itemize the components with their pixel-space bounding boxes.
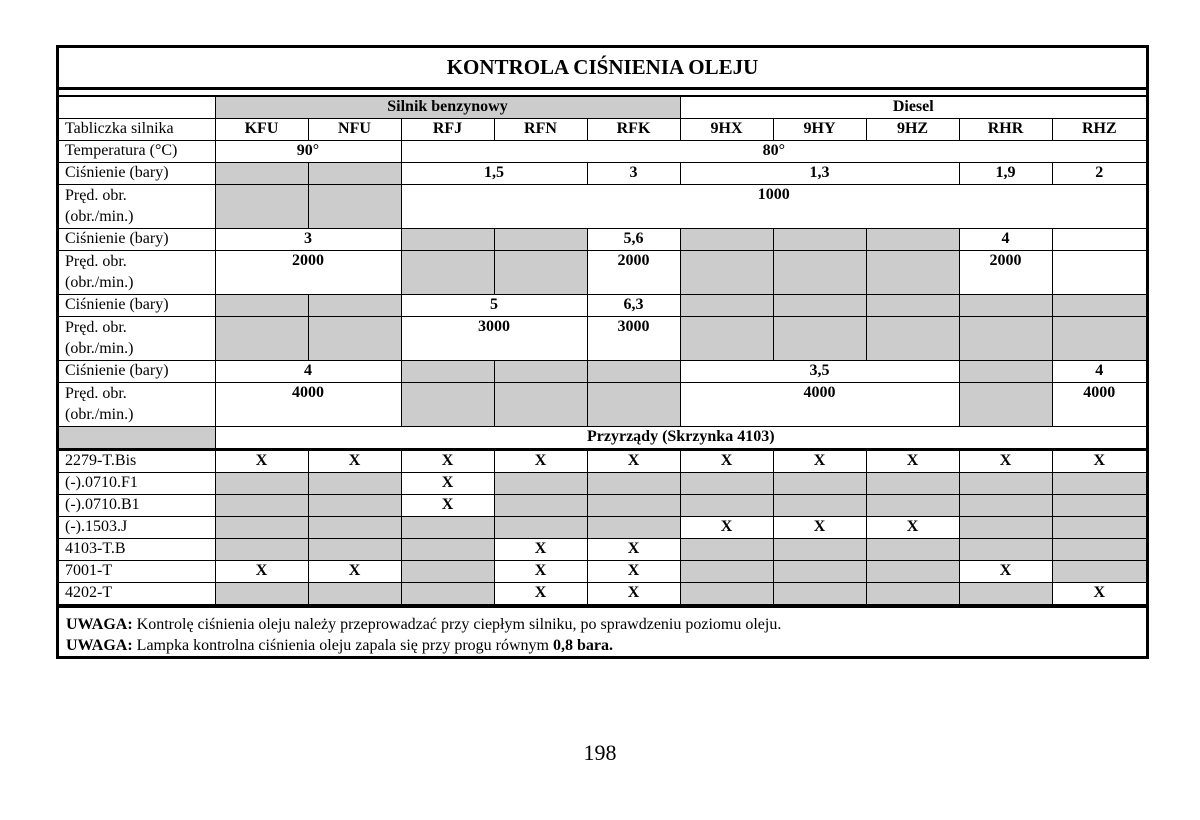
na-cell: [494, 473, 587, 495]
na-cell: [215, 317, 308, 361]
notes-section: [59, 605, 1146, 656]
tool-mark: X: [494, 561, 587, 583]
speed-label-line1: Pręd. obr.: [65, 385, 127, 402]
na-cell: [959, 583, 1052, 605]
value-cell: 5,6: [587, 229, 680, 251]
tool-name: (-).0710.F1: [59, 473, 215, 495]
na-cell: [959, 383, 1052, 427]
na-cell: [215, 163, 308, 185]
na-cell: [680, 295, 773, 317]
na-cell: [587, 383, 680, 427]
value-cell: 2000: [959, 251, 1052, 295]
na-cell: [680, 583, 773, 605]
page-number: 198: [583, 740, 617, 765]
na-cell: [308, 539, 401, 561]
engine-rfk: RFK: [587, 119, 680, 141]
na-cell: [494, 361, 587, 383]
tool-mark: X: [866, 517, 959, 539]
tool-name: (-).0710.B1: [59, 495, 215, 517]
tool-row: [59, 473, 1146, 495]
tool-mark: X: [680, 517, 773, 539]
na-cell: [680, 473, 773, 495]
tool-mark: X: [587, 583, 680, 605]
temperature-row: [59, 141, 1146, 163]
pressure-row-2: [59, 229, 1146, 251]
na-cell: [401, 583, 494, 605]
na-cell: [1052, 517, 1146, 539]
na-cell: [401, 229, 494, 251]
na-cell: [401, 517, 494, 539]
speed-label-line2: (obr./min.): [65, 208, 134, 225]
tools-header-row: [59, 427, 1146, 450]
value-cell: 4000: [215, 383, 401, 427]
value-cell: 4000: [680, 383, 959, 427]
na-cell: [866, 539, 959, 561]
speed-label-line2: (obr./min.): [65, 340, 134, 357]
na-cell: [401, 561, 494, 583]
tool-mark: X: [1052, 450, 1146, 473]
speed-label-line1: Pręd. obr.: [65, 253, 127, 270]
na-cell: [494, 251, 587, 295]
tool-mark: X: [959, 561, 1052, 583]
tool-name: 4103-T.B: [59, 539, 215, 561]
tool-name: 7001-T: [59, 561, 215, 583]
value-cell: 6,3: [587, 295, 680, 317]
na-cell: [401, 251, 494, 295]
na-cell: [680, 251, 773, 295]
na-cell: [773, 539, 866, 561]
tool-row: [59, 517, 1146, 539]
oil-pressure-table-frame: [56, 45, 1149, 659]
tools-header: Przyrządy (Skrzynka 4103): [215, 427, 1146, 450]
na-cell: [494, 229, 587, 251]
group-petrol: Silnik benzynowy: [215, 97, 680, 119]
speed-label-line1: Pręd. obr.: [65, 319, 127, 336]
speed-row-3: [59, 317, 1146, 361]
engine-plate-row: [59, 119, 1146, 141]
value-cell: 3000: [401, 317, 587, 361]
na-cell: [866, 561, 959, 583]
note-1: [66, 614, 1146, 635]
engine-kfu: KFU: [215, 119, 308, 141]
tool-mark: X: [866, 450, 959, 473]
tool-mark: X: [215, 450, 308, 473]
na-cell: [401, 361, 494, 383]
tool-mark: X: [494, 583, 587, 605]
na-cell: [1052, 473, 1146, 495]
na-cell: [308, 185, 401, 229]
na-cell: [308, 163, 401, 185]
group-diesel: Diesel: [680, 97, 1146, 119]
value-cell: 1,5: [401, 163, 587, 185]
tool-name: 2279-T.Bis: [59, 450, 215, 473]
temp-petrol-value: 90°: [215, 141, 401, 163]
note-2-threshold: 0,8 bara.: [552, 637, 613, 654]
value-cell: 2000: [587, 251, 680, 295]
tool-mark: X: [773, 517, 866, 539]
na-cell: [1052, 317, 1146, 361]
na-cell: [215, 473, 308, 495]
title-spacer: [59, 90, 1146, 97]
pressure-row-3: [59, 295, 1146, 317]
value-cell: 3: [215, 229, 401, 251]
na-cell: [959, 517, 1052, 539]
na-cell: [494, 495, 587, 517]
na-cell: [773, 251, 866, 295]
na-cell: [308, 295, 401, 317]
na-cell: [1052, 561, 1146, 583]
pressure-row-4: [59, 361, 1146, 383]
na-cell: [587, 473, 680, 495]
tool-row: [59, 495, 1146, 517]
value-cell: 2: [1052, 163, 1146, 185]
tool-mark: X: [587, 450, 680, 473]
na-cell: [308, 517, 401, 539]
na-cell: [959, 295, 1052, 317]
value-cell: 3000: [587, 317, 680, 361]
engine-rhz: RHZ: [1052, 119, 1146, 141]
pressure-row-1: [59, 163, 1146, 185]
row-label-engine-plate: Tabliczka silnika: [59, 119, 215, 141]
na-cell: [866, 583, 959, 605]
row-label-speed: [59, 251, 215, 295]
row-label-speed: [59, 317, 215, 361]
na-cell: [773, 583, 866, 605]
na-cell: [1052, 295, 1146, 317]
tool-mark: X: [215, 561, 308, 583]
tool-row: [59, 583, 1146, 605]
na-cell: [959, 317, 1052, 361]
engine-rfn: RFN: [494, 119, 587, 141]
empty-cell: [1052, 251, 1146, 295]
tool-mark: X: [587, 539, 680, 561]
tool-row: [59, 561, 1146, 583]
na-cell: [587, 361, 680, 383]
na-cell: [866, 317, 959, 361]
value-cell: 1000: [401, 185, 1146, 229]
tool-mark: X: [959, 450, 1052, 473]
oil-pressure-table: [59, 97, 1146, 605]
tool-mark: X: [494, 450, 587, 473]
na-cell: [959, 361, 1052, 383]
value-cell: 4: [1052, 361, 1146, 383]
speed-row-2: [59, 251, 1146, 295]
note-1-label: UWAGA:: [66, 616, 133, 633]
engine-9hy: 9HY: [773, 119, 866, 141]
value-cell: 5: [401, 295, 587, 317]
na-cell: [215, 583, 308, 605]
value-cell: 4000: [1052, 383, 1146, 427]
na-cell: [308, 583, 401, 605]
na-cell: [680, 539, 773, 561]
empty-corner-cell: [59, 97, 215, 119]
na-cell: [959, 495, 1052, 517]
note-2-text: Lampka kontrolna ciśnienia oleju zapala się przy progu równym: [136, 637, 549, 654]
tool-mark: X: [401, 473, 494, 495]
engine-9hx: 9HX: [680, 119, 773, 141]
row-label-pressure: Ciśnienie (bary): [59, 163, 215, 185]
na-cell: [773, 473, 866, 495]
tool-mark: X: [308, 561, 401, 583]
value-cell: 1,9: [959, 163, 1052, 185]
speed-row-4: [59, 383, 1146, 427]
na-cell: [773, 229, 866, 251]
na-cell: [959, 473, 1052, 495]
na-cell: [866, 495, 959, 517]
tool-mark: X: [680, 450, 773, 473]
speed-row-1: [59, 185, 1146, 229]
na-cell: [215, 539, 308, 561]
value-cell: 2000: [215, 251, 401, 295]
tool-mark: X: [401, 450, 494, 473]
na-cell: [587, 517, 680, 539]
group-header-row: [59, 97, 1146, 119]
speed-label-line2: (obr./min.): [65, 406, 134, 423]
na-cell: [494, 383, 587, 427]
na-cell: [773, 295, 866, 317]
na-cell: [401, 539, 494, 561]
na-cell: [773, 561, 866, 583]
na-cell: [587, 495, 680, 517]
tool-row: [59, 539, 1146, 561]
na-cell: [866, 295, 959, 317]
row-label-speed: [59, 185, 215, 229]
speed-label-line1: Pręd. obr.: [65, 187, 127, 204]
tool-mark: X: [1052, 583, 1146, 605]
row-label-pressure: Ciśnienie (bary): [59, 361, 215, 383]
note-2-label: UWAGA:: [66, 637, 133, 654]
tool-mark: X: [587, 561, 680, 583]
engine-rhr: RHR: [959, 119, 1052, 141]
value-cell: 3,5: [680, 361, 959, 383]
value-cell: 3: [587, 163, 680, 185]
na-cell: [308, 473, 401, 495]
na-cell: [866, 229, 959, 251]
row-label-temperature: Temperatura (°C): [59, 141, 215, 163]
na-cell: [866, 251, 959, 295]
na-cell: [215, 495, 308, 517]
na-cell: [308, 317, 401, 361]
engine-nfu: NFU: [308, 119, 401, 141]
na-cell: [773, 317, 866, 361]
temp-rest-value: 80°: [401, 141, 1146, 163]
na-cell: [494, 517, 587, 539]
tool-mark: X: [308, 450, 401, 473]
tool-name: 4202-T: [59, 583, 215, 605]
tool-mark: X: [401, 495, 494, 517]
na-cell: [959, 539, 1052, 561]
na-cell: [680, 495, 773, 517]
na-cell: [1052, 495, 1146, 517]
na-cell: [866, 473, 959, 495]
row-label-pressure: Ciśnienie (bary): [59, 229, 215, 251]
engine-rfj: RFJ: [401, 119, 494, 141]
na-cell: [680, 561, 773, 583]
note-1-text: Kontrolę ciśnienia oleju należy przeprowadzać przy ciepłym silniku, po sprawdzeniu poziomu oleju.: [136, 616, 782, 633]
empty-cell: [1052, 229, 1146, 251]
na-cell: [215, 185, 308, 229]
tools-header-corner: [59, 427, 215, 450]
value-cell: 1,3: [680, 163, 959, 185]
na-cell: [680, 229, 773, 251]
speed-label-line2: (obr./min.): [65, 274, 134, 291]
value-cell: 4: [959, 229, 1052, 251]
row-label-pressure: Ciśnienie (bary): [59, 295, 215, 317]
na-cell: [215, 517, 308, 539]
tool-name: (-).1503.J: [59, 517, 215, 539]
tool-mark: X: [494, 539, 587, 561]
na-cell: [1052, 539, 1146, 561]
na-cell: [215, 295, 308, 317]
na-cell: [773, 495, 866, 517]
tool-row: [59, 450, 1146, 473]
note-2: [66, 635, 1146, 656]
na-cell: [401, 383, 494, 427]
table-title: KONTROLA CIŚNIENIA OLEJU: [59, 48, 1146, 90]
na-cell: [680, 317, 773, 361]
engine-9hz: 9HZ: [866, 119, 959, 141]
value-cell: 4: [215, 361, 401, 383]
tool-mark: X: [773, 450, 866, 473]
row-label-speed: [59, 383, 215, 427]
na-cell: [308, 495, 401, 517]
